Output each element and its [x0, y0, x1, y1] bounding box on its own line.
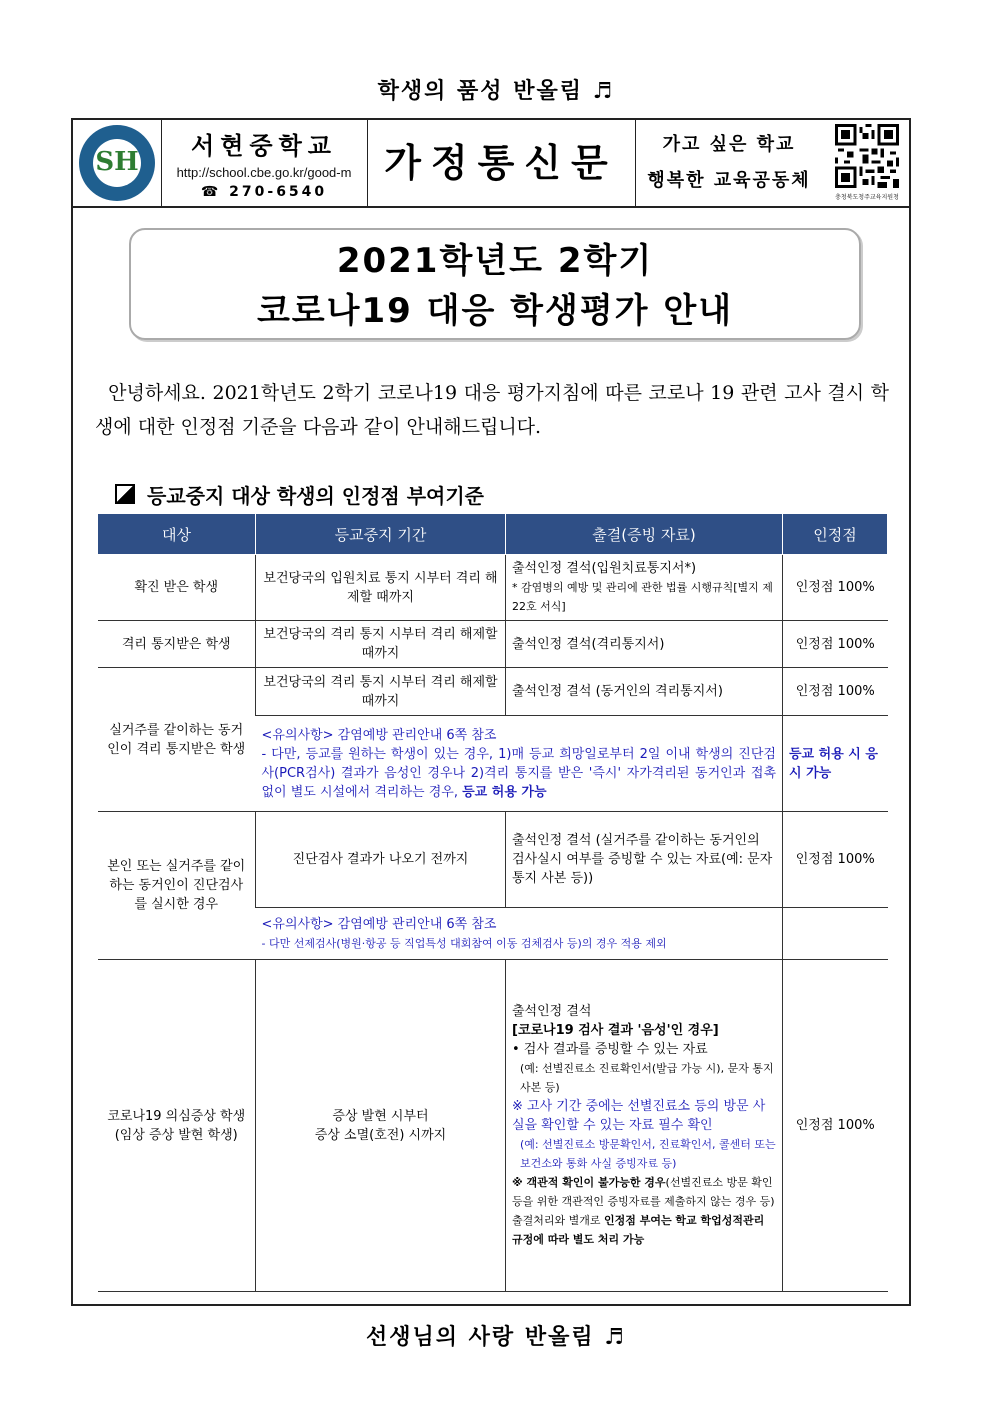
school-logo	[79, 125, 155, 201]
row4-note-title: <유의사항> 감염예방 관리안내 6쪽 참조	[261, 916, 497, 932]
row5-ev-7	[512, 1173, 776, 1249]
qr-code-icon	[830, 124, 904, 188]
row2-period: 보건당국의 격리 통지 시부터 격리 해제할 때까지	[256, 621, 506, 668]
row5-evidence	[506, 960, 783, 1292]
bottom-motto: 선생님의 사랑 반올림 ♬	[366, 1324, 626, 1350]
notice-title-line1: 2021학년도 2학기	[336, 241, 654, 281]
row4-target: 본인 또는 실거주를 같이하는 동거인이 진단검사를 실시한 경우	[98, 812, 256, 960]
row2-target: 격리 통지받은 학생	[98, 621, 256, 668]
section-heading	[115, 480, 484, 509]
row4-note-body: - 다만 선제검사(병원·항공 등 직업특성 대회참여 이동 검체검사 등)의 경우 적용 제외	[261, 936, 667, 950]
newsletter-title-cell	[367, 120, 636, 206]
row5-ev-4: (예: 선별진료소 진료확인서(발급 가능 시), 문자 통지 사본 등)	[520, 1062, 774, 1094]
row5-period	[256, 960, 506, 1292]
notice-title-box	[129, 228, 861, 340]
header-period: 등교중지 기간	[256, 514, 506, 555]
header-score: 인정점	[783, 514, 888, 555]
row3-evidence: 출석인정 결석 (동거인의 격리통지서)	[506, 668, 783, 716]
row4-period: 진단검사 결과가 나오기 전까지	[256, 812, 506, 908]
slogan-cell	[635, 120, 823, 206]
newsletter-title: 가정통신문	[384, 141, 618, 185]
row3-note	[256, 716, 783, 812]
intro-text: 안녕하세요. 2021학년도 2학기 코로나19 대응 평가지침에 따른 코로나 19 관련 고사 결시 학생에 대한 인정점 기준을 다음과 같이 안내해드립니다.	[95, 382, 889, 438]
row5-period-1: 증상 발현 시부터	[332, 1108, 429, 1124]
school-info	[161, 120, 368, 206]
row3-note-title: <유의사항> 감염예방 관리안내 6쪽 참조	[261, 727, 497, 743]
row1-score: 인정점 100%	[783, 555, 888, 621]
slogan-2: 행복한 교육공동체	[647, 170, 811, 191]
table-row	[98, 621, 888, 668]
row3-note-body: - 다만, 등교를 원하는 학생이 있는 경우, 1)매 등교 희망일로부터 2일 이내 학생의 진단검사(PCR검사) 결과가 음성인 경우나 2)격리 통지를 받은 '즉시' 자가격리된 동거인과 접촉 없이 별도 시설에서 격리하는 경우, 등교 허용 가능	[261, 746, 776, 800]
row5-score: 인정점 100%	[783, 960, 888, 1292]
qr-caption: 충청북도청주교육지원청	[835, 194, 899, 201]
row5-ev-7b: (선별진료소 방문 확인 등을 위한 객관적인 증빙자료를 제출하지 않는 경우 등) 출결처리와 별개로	[512, 1176, 775, 1227]
logo-cell	[73, 120, 162, 206]
school-name: 서현중학교	[191, 132, 337, 160]
slogan-1: 가고 싶은 학교	[662, 134, 796, 155]
row2-score: 인정점 100%	[783, 621, 888, 668]
row4-note	[256, 908, 783, 960]
row5-target: 코로나19 의심증상 학생 (임상 증상 발현 학생)	[98, 960, 256, 1292]
row3-note-bold: 등교 허용 가능	[462, 784, 547, 800]
row4-evidence: 출석인정 결석 (실거주를 같이하는 동거인의 검사실시 여부를 증빙할 수 있는 자료(예: 문자 통지 사본 등))	[506, 812, 783, 908]
section-marker-icon	[115, 484, 135, 504]
top-motto: 학생의 품성 반올림 ♬	[377, 78, 615, 104]
row1-period: 보건당국의 입원치료 통지 시부터 격리 해제할 때까지	[256, 555, 506, 621]
row5-ev-5: ※ 고사 기간 중에는 선별진료소 등의 방문 사실을 확인할 수 있는 자료 필수 확인	[512, 1099, 766, 1133]
intro-paragraph	[95, 376, 889, 444]
row4-note-score	[783, 908, 888, 960]
row4-score: 인정점 100%	[783, 812, 888, 908]
table-row	[98, 668, 888, 716]
logo-text: SH	[95, 147, 139, 177]
row5-ev-7c: 인정점 부여는 학교 학업성적관리 규정에 따라 별도 처리 가능	[512, 1214, 765, 1246]
row5-ev-1: 출석인정 결석	[512, 1004, 592, 1019]
row5-ev-7a: ※ 객관적 확인이 불가능한 경우	[512, 1176, 666, 1189]
school-url[interactable]: http://school.cbe.go.kr/good-m	[176, 165, 352, 180]
row2-evidence: 출석인정 결석(격리통지서)	[506, 621, 783, 668]
newsletter-frame	[71, 118, 911, 1306]
row1-evidence-text: 출석인정 결석(입원치료통지서*)	[512, 561, 697, 576]
table-header-row	[98, 514, 888, 555]
notice-title-line2: 코로나19 대응 학생평가 안내	[256, 291, 734, 331]
row3-note-score: 등교 허용 시 응시 가능	[783, 716, 888, 812]
row5-ev-3: • 검사 결과를 증빙할 수 있는 자료	[512, 1042, 708, 1057]
row5-ev-6: (예: 선별진료소 방문확인서, 진료확인서, 콜센터 또는 보건소와 통화 사실 증빙자료 등)	[520, 1138, 776, 1170]
school-phone: ☎ 270-6540	[200, 184, 328, 200]
row5-ev-2: [코로나19 검사 결과 '음성'인 경우]	[512, 1023, 719, 1038]
criteria-table	[97, 513, 888, 1292]
row1-target: 확진 받은 학생	[98, 555, 256, 621]
row3-target: 실거주를 같이하는 동거인이 격리 통지받은 학생	[98, 668, 256, 812]
header-target: 대상	[98, 514, 256, 555]
newsletter-header	[73, 120, 909, 208]
qr-cell	[827, 124, 907, 202]
row3-period: 보건당국의 격리 통지 시부터 격리 해제할 때까지	[256, 668, 506, 716]
header-evidence: 출결(증빙 자료)	[506, 514, 783, 555]
section-title: 등교중지 대상 학생의 인정점 부여기준	[147, 484, 484, 508]
table-row	[98, 960, 888, 1292]
row5-period-2: 증상 소멸(호전) 시까지	[314, 1127, 447, 1143]
row3-score: 인정점 100%	[783, 668, 888, 716]
table-row	[98, 812, 888, 908]
row1-evidence	[506, 555, 783, 621]
row1-evidence-note: * 감염병의 예방 및 관리에 관한 법률 시행규칙[별지 제 22호 서식]	[512, 581, 773, 613]
table-row	[98, 555, 888, 621]
